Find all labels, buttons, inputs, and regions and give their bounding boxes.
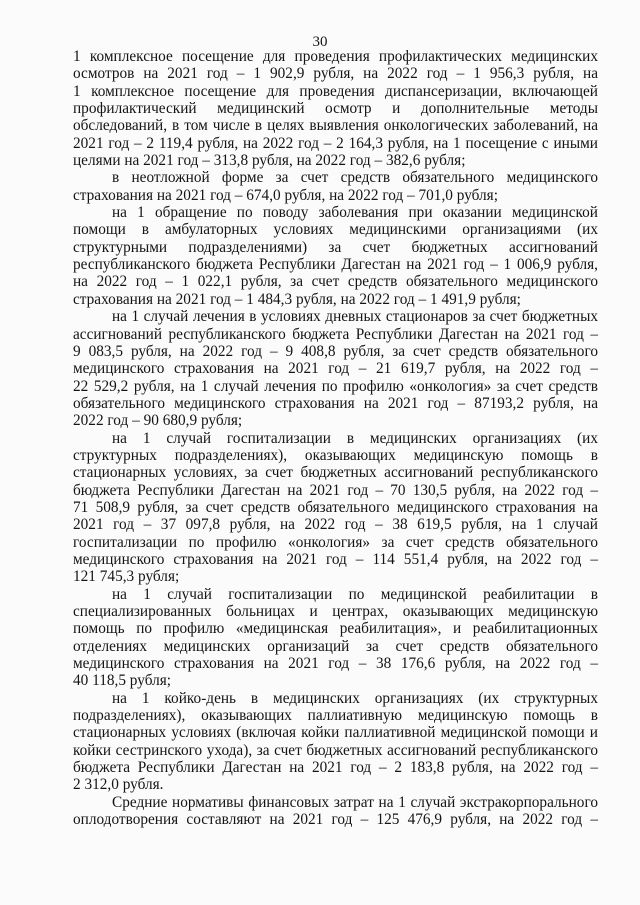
- text-line: на 1 койко-день в медицинских организациях (их структурных: [112, 689, 598, 707]
- text-line: 2 312,0 рубля.: [73, 776, 164, 794]
- text-line: 22 529,2 рубля, на 1 случай лечения по профилю «онкология» за счет средств: [73, 377, 598, 395]
- text-line: 9 083,5 рубля, на 2022 год – 9 408,8 рубля, за счет средств обязательного: [73, 342, 598, 360]
- text-line: медицинского страхования на 2021 год – 21 619,7 рубля, на 2022 год –: [73, 360, 598, 378]
- text-line: стационарных условиях (включая койки паллиативной медицинской помощи и: [73, 724, 598, 742]
- text-line: на 2022 год – 1 022,1 рубля, за счет средств обязательного медицинского: [73, 273, 598, 291]
- text-line: страхования на 2021 год – 674,0 рубля, на 2022 год – 701,0 рубля;: [73, 186, 498, 204]
- text-line: структурными подразделениями) за счет бюджетных ассигнований: [73, 238, 598, 256]
- text-line: обследований, в том числе в целях выявления онкологических заболеваний, на: [73, 117, 598, 135]
- text-line: госпитализации по профилю «онкология» за счет средств обязательного: [73, 533, 598, 551]
- text-line: медицинского страхования на 2021 год – 114 551,4 рубля, на 2022 год –: [73, 550, 598, 568]
- text-line: оплодотворения составляют на 2021 год – 125 476,9 рубля, на 2022 год –: [73, 811, 598, 829]
- text-line: осмотров на 2021 год – 1 902,9 рубля, на 2022 год – 1 956,3 рубля, на: [73, 65, 598, 83]
- text-line: страхования на 2021 год – 1 484,3 рубля, на 2022 год – 1 491,9 рубля;: [73, 290, 521, 308]
- text-line: 1 комплексное посещение для проведения профилактических медицинских: [73, 48, 598, 65]
- text-line: Средние нормативы финансовых затрат на 1 случай экстракорпорального: [112, 793, 598, 811]
- text-line: подразделениях), оказывающих паллиативную медицинскую помощь в: [73, 707, 598, 725]
- text-line: 2021 год – 2 119,4 рубля, на 2022 год – 2 164,3 рубля, на 1 посещение с иными: [73, 134, 598, 152]
- text-line: в неотложной форме за счет средств обязательного медицинского: [112, 169, 598, 187]
- text-line: на 1 случай госпитализации в медицинских организациях (их: [112, 429, 598, 447]
- text-line: помощь по профилю «медицинская реабилитация», и реабилитационных: [73, 620, 598, 638]
- text-line: профилактический медицинский осмотр и дополнительные методы: [73, 100, 598, 118]
- text-line: на 1 случай госпитализации по медицинской реабилитации в: [112, 585, 598, 603]
- text-line: республиканского бюджета Республики Дагестан на 2021 год – 1 006,9 рубля,: [73, 256, 598, 274]
- page-number: 30: [312, 34, 328, 50]
- text-line: 71 508,9 рубля, за счет средств обязательного медицинского страхования на: [73, 498, 598, 516]
- text-line: стационарных условиях, за счет бюджетных ассигнований республиканского: [73, 464, 598, 482]
- text-line: 2021 год – 37 097,8 рубля, на 2022 год – 38 619,5 рубля, на 1 случай: [73, 516, 598, 534]
- document-body: [73, 48, 598, 828]
- text-line: 40 118,5 рубля;: [73, 672, 172, 690]
- text-line: 2022 год – 90 680,9 рубля;: [73, 412, 243, 430]
- text-line: помощи в амбулаторных условиях медицинскими организациями (их: [73, 221, 598, 239]
- text-line: на 1 обращение по поводу заболевания при оказании медицинской: [112, 204, 598, 222]
- text-line: 1 комплексное посещение для проведения диспансеризации, включающей: [73, 82, 598, 100]
- text-line: 121 745,3 рубля;: [73, 568, 180, 586]
- text-line: специализированных больницах и центрах, оказывающих медицинскую: [73, 603, 598, 620]
- text-line: отделениях медицинских организаций за счет средств обязательного: [73, 637, 598, 655]
- text-line: бюджета Республики Дагестан на 2021 год – 2 183,8 рубля, на 2022 год –: [73, 759, 598, 777]
- text-line: на 1 случай лечения в условиях дневных стационаров за счет бюджетных: [112, 308, 598, 326]
- text-line: койки сестринского ухода), за счет бюджетных ассигнований республиканского: [73, 741, 598, 759]
- text-line: обязательного медицинского страхования на 2021 год – 87193,2 рубля, на: [73, 394, 598, 412]
- text-line: ассигнований республиканского бюджета Республики Дагестан на 2021 год –: [73, 325, 598, 343]
- text-line: структурных подразделениях), оказывающих медицинскую помощь в: [73, 446, 598, 464]
- text-line: бюджета Республики Дагестан на 2021 год – 70 130,5 рубля, на 2022 год –: [73, 481, 598, 499]
- text-line: медицинского страхования на 2021 год – 38 176,6 рубля, на 2022 год –: [73, 655, 598, 673]
- text-line: целями на 2021 год – 313,8 рубля, на 2022 год – 382,6 рубля;: [73, 152, 466, 170]
